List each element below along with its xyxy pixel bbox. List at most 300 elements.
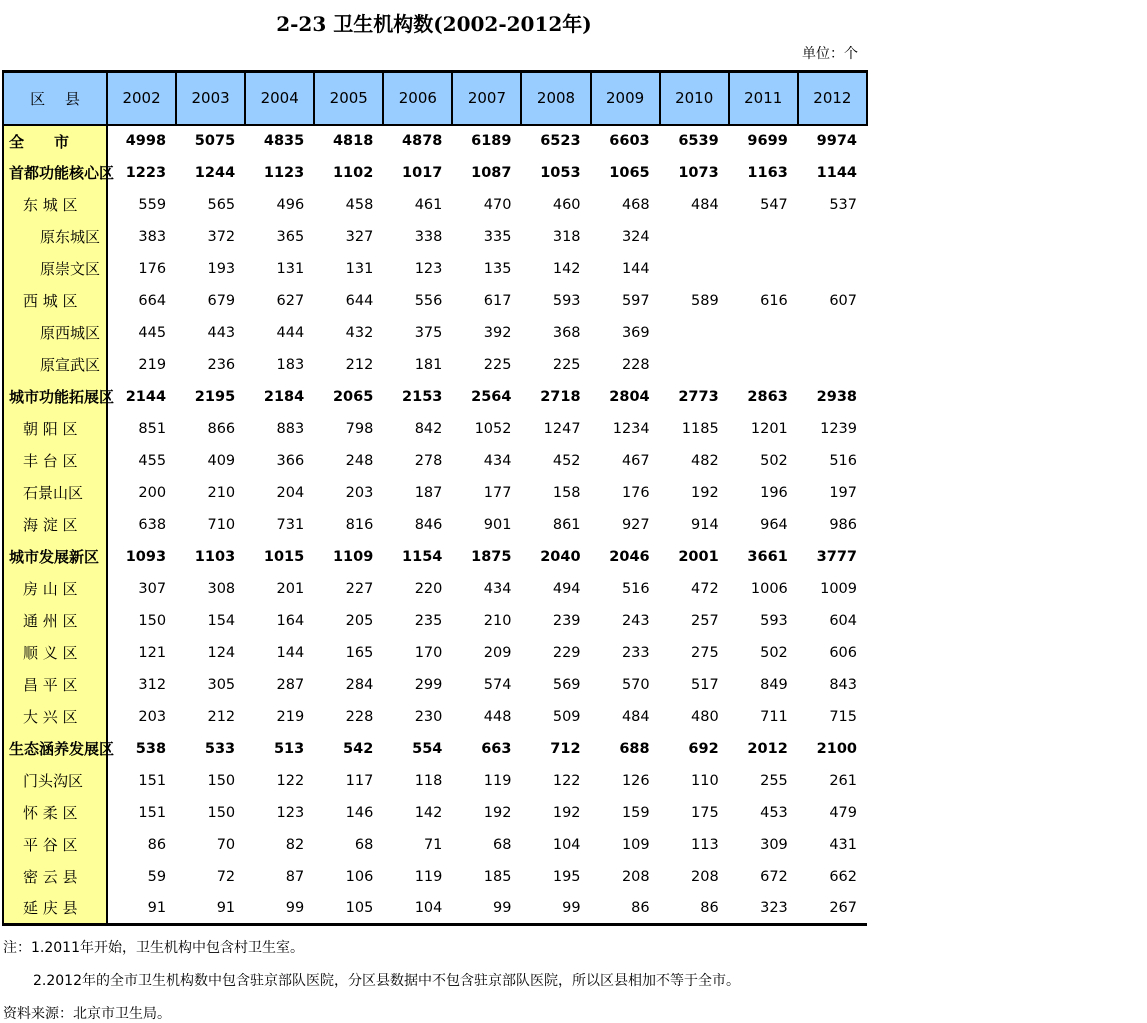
value-cell: 86 — [147, 836, 167, 853]
value-cell: 91 — [147, 899, 167, 916]
value-cell: 484 — [621, 708, 650, 725]
value-cell: 1052 — [474, 420, 512, 437]
value-cell: 193 — [207, 260, 236, 277]
value-cell: 547 — [760, 196, 788, 213]
value-cell: 593 — [552, 292, 581, 309]
value-cell: 2046 — [609, 548, 650, 565]
value-cell: 261 — [829, 772, 857, 789]
value-cell: 533 — [204, 740, 236, 757]
value-cell: 181 — [414, 356, 443, 373]
value-cell: 846 — [414, 516, 443, 533]
row-label-cell: 朝 阳 区 — [3, 413, 107, 445]
value-cell: 275 — [691, 644, 719, 661]
value-cell: 71 — [423, 836, 443, 853]
value-cell: 9699 — [747, 133, 788, 149]
value-cell: 9974 — [816, 133, 857, 149]
row-label-cell: 昌 平 区 — [3, 669, 107, 701]
row-label-cell: 石景山区 — [3, 477, 107, 509]
value-cell: 445 — [138, 324, 167, 341]
value-cell: 150 — [207, 804, 236, 821]
value-cell: 502 — [760, 644, 788, 661]
value-cell: 158 — [552, 484, 581, 501]
value-cell: 5075 — [194, 133, 236, 149]
table-body — [3, 125, 867, 925]
value-cell: 538 — [135, 740, 167, 757]
value-cell: 118 — [414, 772, 443, 789]
table-row — [3, 509, 867, 541]
table-row — [3, 125, 867, 157]
value-cell: 383 — [138, 228, 167, 245]
value-cell: 257 — [691, 612, 719, 629]
year-header-cell: 2009 — [591, 72, 660, 125]
row-label-cell: 西 城 区 — [3, 285, 107, 317]
value-cell: 1144 — [816, 164, 857, 181]
value-cell: 176 — [621, 484, 650, 501]
value-cell: 318 — [552, 228, 581, 245]
value-cell: 480 — [691, 708, 719, 725]
value-cell — [660, 221, 729, 253]
value-cell: 434 — [483, 580, 512, 597]
value-cell: 375 — [414, 324, 443, 341]
value-cell: 208 — [691, 868, 719, 885]
row-label-cell: 怀 柔 区 — [3, 797, 107, 829]
value-cell: 219 — [276, 708, 305, 725]
value-cell: 1163 — [747, 164, 788, 181]
source-note: 资料来源：北京市卫生局。 — [3, 1006, 171, 1022]
value-cell: 6523 — [540, 133, 581, 149]
value-cell: 443 — [207, 324, 236, 341]
row-label-cell: 丰 台 区 — [3, 445, 107, 477]
value-cell: 366 — [276, 452, 305, 469]
value-cell — [798, 253, 867, 285]
value-cell: 861 — [552, 516, 581, 533]
corner-header-cell: 区 县 — [3, 72, 107, 125]
value-cell: 1234 — [612, 420, 650, 437]
value-cell: 267 — [829, 899, 857, 916]
value-cell: 842 — [414, 420, 443, 437]
value-cell: 368 — [552, 324, 581, 341]
value-cell — [660, 253, 729, 285]
value-cell: 1065 — [609, 164, 650, 181]
value-cell: 455 — [138, 452, 167, 469]
value-cell: 494 — [552, 580, 581, 597]
value-cell: 212 — [207, 708, 236, 725]
value-cell: 225 — [552, 356, 581, 373]
value-cell: 1009 — [820, 580, 857, 597]
table-row — [3, 381, 867, 413]
value-cell: 2718 — [540, 388, 581, 405]
table-row — [3, 477, 867, 509]
value-cell: 2804 — [609, 388, 650, 405]
table-row — [3, 637, 867, 669]
value-cell — [798, 221, 867, 253]
value-cell: 1017 — [402, 164, 443, 181]
value-cell: 712 — [550, 740, 581, 757]
value-cell — [729, 317, 798, 349]
value-cell: 196 — [760, 484, 788, 501]
value-cell: 91 — [216, 899, 236, 916]
value-cell: 4878 — [402, 133, 443, 149]
value-cell: 121 — [138, 644, 167, 661]
value-cell: 183 — [276, 356, 305, 373]
value-cell: 2773 — [678, 388, 719, 405]
value-cell: 209 — [483, 644, 512, 661]
value-cell: 243 — [621, 612, 650, 629]
value-cell: 2938 — [816, 388, 857, 405]
year-header-cell: 2012 — [798, 72, 867, 125]
value-cell: 1239 — [820, 420, 857, 437]
table-row — [3, 829, 867, 861]
row-label-cell: 通 州 区 — [3, 605, 107, 637]
value-cell: 432 — [345, 324, 374, 341]
value-cell: 2184 — [263, 388, 305, 405]
value-cell: 123 — [276, 804, 305, 821]
value-cell: 142 — [414, 804, 443, 821]
value-cell: 502 — [760, 452, 788, 469]
value-cell: 2100 — [816, 740, 857, 757]
value-cell: 278 — [414, 452, 443, 469]
table-row — [3, 605, 867, 637]
value-cell: 484 — [691, 196, 719, 213]
value-cell: 195 — [552, 868, 581, 885]
value-cell: 513 — [273, 740, 305, 757]
value-cell: 135 — [483, 260, 512, 277]
row-label-cell: 城市发展新区 — [3, 541, 107, 573]
value-cell: 86 — [631, 899, 650, 916]
value-cell: 710 — [207, 516, 236, 533]
value-cell: 597 — [621, 292, 650, 309]
page-title: 2-23 卫生机构数(2002-2012年) — [276, 12, 592, 36]
value-cell: 565 — [207, 196, 236, 213]
value-cell: 458 — [345, 196, 374, 213]
value-cell: 68 — [493, 836, 512, 853]
value-cell: 2863 — [747, 388, 788, 405]
table-header — [3, 72, 867, 125]
value-cell: 338 — [414, 228, 443, 245]
value-cell: 2001 — [678, 548, 719, 565]
value-cell: 453 — [760, 804, 788, 821]
value-cell: 883 — [276, 420, 305, 437]
table-row — [3, 701, 867, 733]
value-cell: 87 — [285, 868, 305, 885]
value-cell: 6189 — [471, 133, 512, 149]
value-cell: 104 — [414, 899, 443, 916]
value-cell: 2065 — [332, 388, 374, 405]
table-row — [3, 541, 867, 573]
value-cell: 59 — [147, 868, 167, 885]
value-cell: 604 — [829, 612, 857, 629]
value-cell: 409 — [207, 452, 236, 469]
value-cell — [798, 349, 867, 381]
value-cell: 82 — [285, 836, 305, 853]
table-row — [3, 157, 867, 189]
table-row — [3, 669, 867, 701]
value-cell: 284 — [345, 676, 374, 693]
value-cell: 1073 — [678, 164, 719, 181]
value-cell: 372 — [207, 228, 236, 245]
value-cell: 496 — [276, 196, 305, 213]
value-cell: 460 — [552, 196, 581, 213]
value-cell: 537 — [829, 196, 857, 213]
row-label-cell: 大 兴 区 — [3, 701, 107, 733]
value-cell: 144 — [276, 644, 305, 661]
value-cell: 197 — [829, 484, 857, 501]
value-cell: 165 — [345, 644, 374, 661]
value-cell: 227 — [345, 580, 374, 597]
value-cell: 2153 — [402, 388, 443, 405]
value-cell: 1123 — [263, 164, 305, 181]
value-cell: 1093 — [125, 548, 167, 565]
value-cell: 229 — [552, 644, 581, 661]
value-cell: 392 — [483, 324, 512, 341]
year-header-cell: 2002 — [107, 72, 176, 125]
value-cell: 663 — [481, 740, 512, 757]
value-cell: 1109 — [332, 548, 374, 565]
row-label-cell: 全 市 — [3, 125, 107, 157]
value-cell: 228 — [345, 708, 374, 725]
row-label-cell: 原东城区 — [3, 221, 107, 253]
value-cell: 86 — [700, 899, 719, 916]
value-cell: 142 — [552, 260, 581, 277]
row-label-cell: 原西城区 — [3, 317, 107, 349]
value-cell: 616 — [760, 292, 788, 309]
note-1: 注：1.2011年开始，卫生机构中包含村卫生室。 — [3, 940, 304, 956]
value-cell: 151 — [138, 804, 167, 821]
value-cell: 1244 — [194, 164, 236, 181]
value-cell: 106 — [345, 868, 374, 885]
value-cell: 164 — [276, 612, 305, 629]
value-cell: 185 — [483, 868, 512, 885]
value-cell: 1154 — [402, 548, 443, 565]
year-header-cell: 2006 — [383, 72, 452, 125]
table-row — [3, 573, 867, 605]
value-cell: 6539 — [678, 133, 719, 149]
value-cell: 170 — [414, 644, 443, 661]
value-cell: 150 — [207, 772, 236, 789]
table-row — [3, 861, 867, 893]
value-cell: 192 — [691, 484, 719, 501]
value-cell: 203 — [345, 484, 374, 501]
year-header-cell: 2004 — [245, 72, 314, 125]
row-label-cell: 海 淀 区 — [3, 509, 107, 541]
value-cell: 255 — [760, 772, 788, 789]
value-cell: 6603 — [609, 133, 650, 149]
value-cell: 335 — [483, 228, 512, 245]
value-cell: 1223 — [125, 164, 167, 181]
value-cell: 627 — [276, 292, 305, 309]
value-cell: 431 — [829, 836, 857, 853]
value-cell — [729, 221, 798, 253]
value-cell: 1185 — [681, 420, 719, 437]
value-cell: 324 — [621, 228, 650, 245]
value-cell: 236 — [207, 356, 236, 373]
value-cell: 175 — [691, 804, 719, 821]
value-cell: 1247 — [543, 420, 581, 437]
value-cell: 159 — [621, 804, 650, 821]
value-cell: 144 — [621, 260, 650, 277]
value-cell: 122 — [276, 772, 305, 789]
value-cell: 220 — [414, 580, 443, 597]
year-header-cell: 2007 — [452, 72, 521, 125]
value-cell: 117 — [345, 772, 374, 789]
value-cell: 192 — [552, 804, 581, 821]
value-cell: 2040 — [540, 548, 581, 565]
value-cell: 119 — [414, 868, 443, 885]
value-cell: 2144 — [125, 388, 167, 405]
value-cell: 210 — [483, 612, 512, 629]
value-cell: 607 — [829, 292, 857, 309]
value-cell: 201 — [276, 580, 305, 597]
value-cell: 1102 — [332, 164, 374, 181]
value-cell: 1006 — [750, 580, 788, 597]
value-cell: 452 — [552, 452, 581, 469]
value-cell: 192 — [483, 804, 512, 821]
value-cell: 203 — [138, 708, 167, 725]
value-cell: 672 — [760, 868, 788, 885]
value-cell: 208 — [621, 868, 650, 885]
value-cell: 4998 — [125, 133, 167, 149]
table-row — [3, 285, 867, 317]
value-cell: 323 — [760, 899, 788, 916]
value-cell: 606 — [829, 644, 857, 661]
value-cell: 327 — [345, 228, 374, 245]
value-cell: 927 — [621, 516, 650, 533]
value-cell: 2195 — [194, 388, 236, 405]
value-cell — [660, 349, 729, 381]
value-cell: 638 — [138, 516, 167, 533]
value-cell: 901 — [483, 516, 512, 533]
header-row — [3, 72, 867, 125]
value-cell: 126 — [621, 772, 650, 789]
value-cell: 200 — [138, 484, 167, 501]
value-cell: 798 — [345, 420, 374, 437]
table-row — [3, 253, 867, 285]
value-cell: 365 — [276, 228, 305, 245]
value-cell: 123 — [414, 260, 443, 277]
value-cell: 176 — [138, 260, 167, 277]
year-header-cell: 2010 — [660, 72, 729, 125]
value-cell: 225 — [483, 356, 512, 373]
value-cell: 113 — [691, 836, 719, 853]
value-cell: 312 — [138, 676, 167, 693]
value-cell: 554 — [412, 740, 443, 757]
value-cell — [798, 317, 867, 349]
value-cell: 308 — [207, 580, 236, 597]
value-cell: 150 — [138, 612, 167, 629]
value-cell: 866 — [207, 420, 236, 437]
year-header-cell: 2005 — [314, 72, 383, 125]
table-row — [3, 221, 867, 253]
row-label-cell: 顺 义 区 — [3, 637, 107, 669]
value-cell: 593 — [760, 612, 788, 629]
value-cell: 711 — [760, 708, 788, 725]
table-row — [3, 413, 867, 445]
value-cell: 516 — [829, 452, 857, 469]
value-cell: 1087 — [471, 164, 512, 181]
table-row — [3, 317, 867, 349]
value-cell: 617 — [483, 292, 512, 309]
value-cell: 72 — [216, 868, 236, 885]
value-cell: 556 — [414, 292, 443, 309]
health-institutions-table — [2, 70, 868, 926]
row-label-cell: 门头沟区 — [3, 765, 107, 797]
value-cell: 109 — [621, 836, 650, 853]
value-cell: 210 — [207, 484, 236, 501]
row-label-cell: 原崇文区 — [3, 253, 107, 285]
value-cell: 715 — [829, 708, 857, 725]
value-cell: 2564 — [471, 388, 512, 405]
value-cell: 233 — [621, 644, 650, 661]
value-cell: 468 — [621, 196, 650, 213]
value-cell: 307 — [138, 580, 167, 597]
value-cell: 1015 — [263, 548, 305, 565]
value-cell: 472 — [691, 580, 719, 597]
value-cell: 68 — [354, 836, 374, 853]
value-cell: 305 — [207, 676, 236, 693]
table-row — [3, 349, 867, 381]
value-cell: 99 — [493, 899, 512, 916]
value-cell: 914 — [691, 516, 719, 533]
value-cell: 146 — [345, 804, 374, 821]
value-cell: 509 — [552, 708, 581, 725]
value-cell: 816 — [345, 516, 374, 533]
unit-label: 单位：个 — [802, 46, 858, 62]
value-cell: 369 — [621, 324, 650, 341]
value-cell: 434 — [483, 452, 512, 469]
value-cell: 187 — [414, 484, 443, 501]
row-label-cell: 房 山 区 — [3, 573, 107, 605]
value-cell: 688 — [619, 740, 650, 757]
value-cell: 1875 — [471, 548, 512, 565]
value-cell: 542 — [343, 740, 374, 757]
value-cell: 131 — [276, 260, 305, 277]
value-cell: 154 — [207, 612, 236, 629]
value-cell: 851 — [138, 420, 167, 437]
value-cell: 309 — [760, 836, 788, 853]
value-cell: 131 — [345, 260, 374, 277]
value-cell: 569 — [552, 676, 581, 693]
value-cell: 119 — [483, 772, 512, 789]
value-cell: 4835 — [263, 133, 305, 149]
value-cell: 692 — [688, 740, 719, 757]
value-cell: 461 — [414, 196, 443, 213]
value-cell: 589 — [691, 292, 719, 309]
value-cell: 679 — [207, 292, 236, 309]
table-row — [3, 797, 867, 829]
year-header-cell: 2008 — [521, 72, 590, 125]
value-cell: 235 — [414, 612, 443, 629]
value-cell: 517 — [691, 676, 719, 693]
value-cell: 124 — [207, 644, 236, 661]
value-cell: 219 — [138, 356, 167, 373]
value-cell: 482 — [691, 452, 719, 469]
value-cell — [660, 317, 729, 349]
value-cell: 4818 — [332, 133, 374, 149]
value-cell — [729, 349, 798, 381]
value-cell: 99 — [562, 899, 581, 916]
value-cell: 287 — [276, 676, 305, 693]
value-cell: 479 — [829, 804, 857, 821]
value-cell: 731 — [276, 516, 305, 533]
row-label-cell: 原宣武区 — [3, 349, 107, 381]
table-row — [3, 445, 867, 477]
footnotes — [3, 939, 1147, 1023]
value-cell: 70 — [216, 836, 236, 853]
table-row — [3, 189, 867, 221]
value-cell: 151 — [138, 772, 167, 789]
table-row — [3, 893, 867, 925]
row-label-cell: 平 谷 区 — [3, 829, 107, 861]
